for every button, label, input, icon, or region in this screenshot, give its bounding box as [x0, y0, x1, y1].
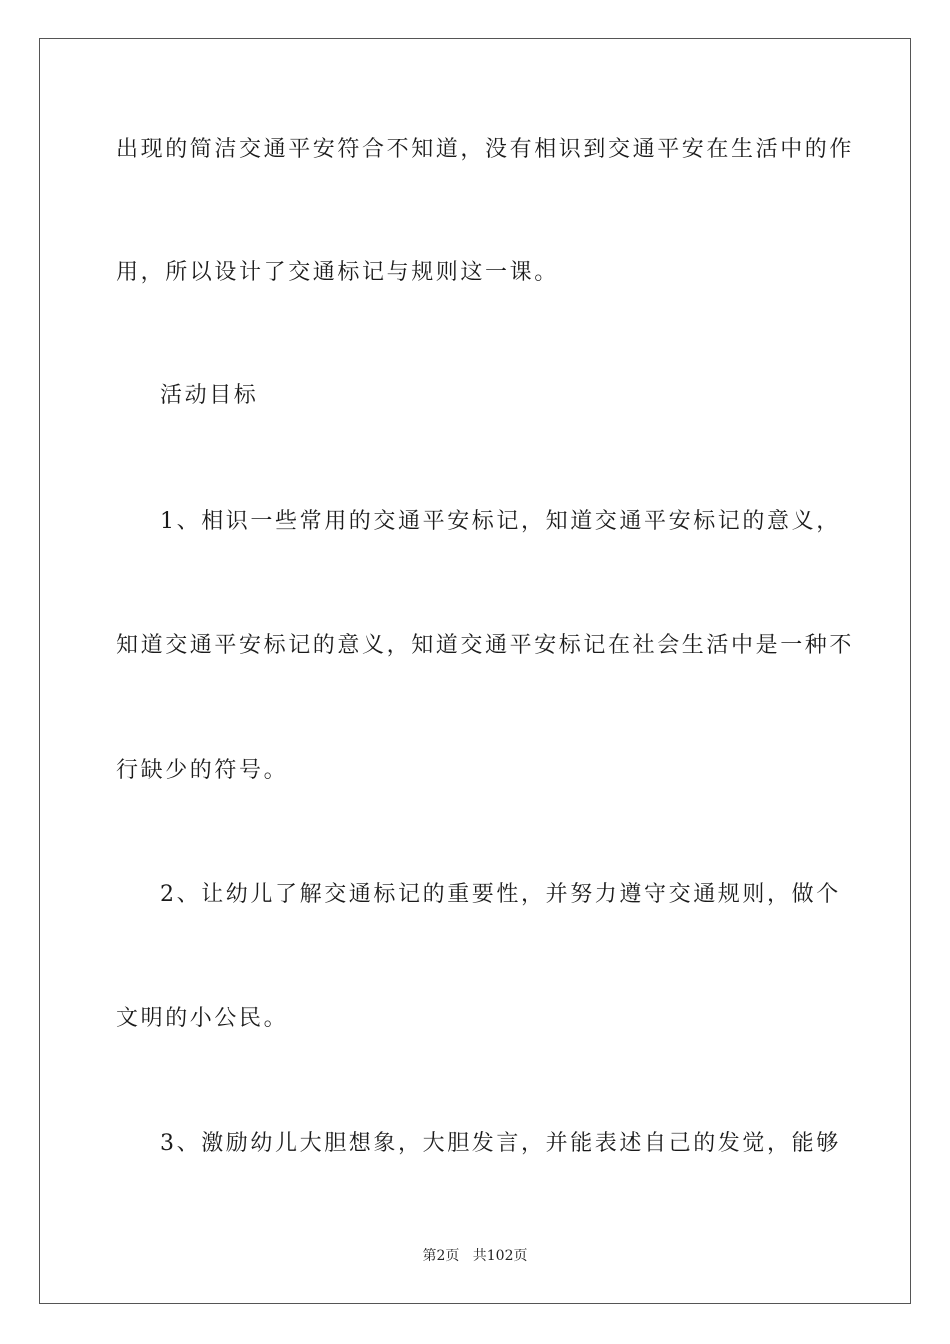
paragraph-line-2: 用，所以设计了交通标记与规则这一课。 [116, 260, 559, 285]
goal-1-line-3: 行缺少的符号。 [116, 758, 289, 783]
page-number: 第2页 [422, 1248, 460, 1264]
page-footer [0, 1247, 950, 1265]
page-border [39, 38, 911, 1304]
goal-2-line-2: 文明的小公民。 [116, 1006, 289, 1031]
section-heading-activity-goals: 活动目标 [160, 383, 259, 408]
paragraph-line-1: 出现的简洁交通平安符合不知道，没有相识到交通平安在生活中的作 [116, 137, 855, 162]
goal-2-line-1: 2、让幼儿了解交通标记的重要性，并努力遵守交通规则，做个 [160, 882, 841, 907]
goal-3-line-1: 3、激励幼儿大胆想象，大胆发言，并能表述自己的发觉，能够 [160, 1131, 841, 1156]
goal-1-line-2: 知道交通平安标记的意义，知道交通平安标记在社会生活中是一种不 [116, 633, 855, 658]
total-pages: 共102页 [472, 1248, 528, 1264]
goal-1-line-1: 1、相识一些常用的交通平安标记，知道交通平安标记的意义， [160, 509, 841, 534]
